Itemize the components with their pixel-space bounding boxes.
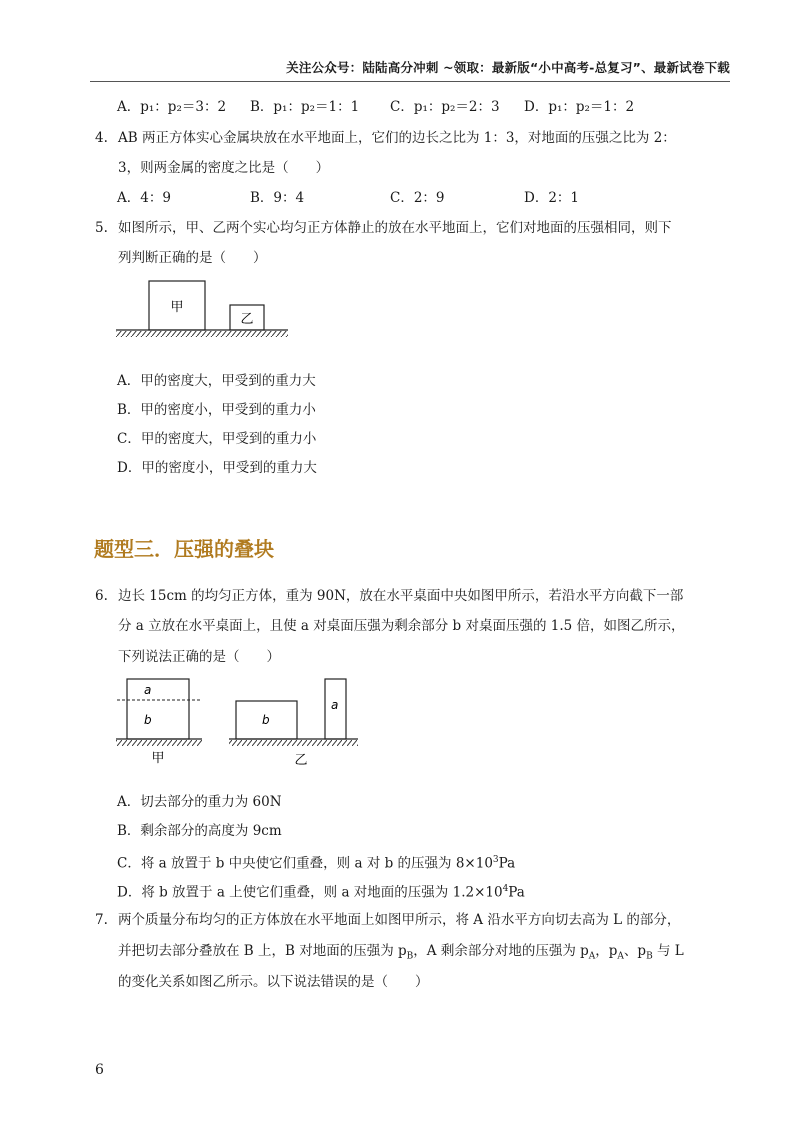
q4-option-b: B．9：4 xyxy=(250,190,305,206)
q7-line2-part: 、p xyxy=(623,943,647,959)
q3-option-d: D．p₁：p₂＝1：2 xyxy=(524,99,635,115)
q5-line1: 如图所示，甲、乙两个实心均匀正方体静止的放在水平地面上，它们对地面的压强相同，则下 xyxy=(118,220,672,236)
q5-option-b: B．甲的密度小，甲受到的重力小 xyxy=(117,402,316,418)
q5-option-a: A．甲的密度大，甲受到的重力大 xyxy=(117,373,316,389)
q5-figure xyxy=(112,276,292,342)
q7-line2 xyxy=(118,941,684,967)
q5-line2: 列判断正确的是（ ） xyxy=(118,250,267,266)
q6-line1: 边长 15cm 的均匀正方体，重为 90N，放在水平桌面中央如图甲所示，若沿水平方向截下一部 xyxy=(118,588,684,604)
q6-option-d-unit: Pa xyxy=(508,884,525,901)
q7-line2-part: 与 L xyxy=(652,943,684,959)
label-b-yi: b xyxy=(262,713,270,727)
ground-hatch-yi xyxy=(229,740,358,746)
q3-option-b: B．p₁：p₂＝1：1 xyxy=(250,99,360,115)
q6-option-c xyxy=(117,850,515,874)
label-jia: 甲 xyxy=(170,300,184,315)
q3-option-a: A．p₁：p₂＝3：2 xyxy=(117,99,227,115)
q7-line2-part: 并把切去部分叠放在 B 上，B 对地面的压强为 p xyxy=(118,943,407,959)
q7-line1: 两个质量分布均匀的正方体放在水平地面上如图甲所示，将 A 沿水平方向切去高为 L 的部分， xyxy=(118,912,681,928)
section-title: 题型三．压强的叠块 xyxy=(94,537,274,561)
q4-number: 4. xyxy=(95,130,108,146)
q4-option-c: C．2：9 xyxy=(390,190,445,206)
q6-option-d-exponent: 4 xyxy=(502,884,509,894)
page-header: 关注公众号：陆陆高分冲刺 ~领取：最新版“小中高考-总复习”、最新试卷下载 xyxy=(286,60,730,75)
q7-number: 7. xyxy=(95,912,108,928)
q6-line2: 分 a 立放在水平桌面上，且使 a 对桌面压强为剩余部分 b 对桌面压强的 1.5 倍，如图乙所示， xyxy=(118,618,685,634)
caption-jia: 甲 xyxy=(151,751,165,766)
q4-line2: 3，则两金属的密度之比是（ ） xyxy=(118,160,330,176)
label-a-yi: a xyxy=(331,698,339,712)
q7-sub-a: A xyxy=(588,951,596,962)
label-a-jia: a xyxy=(144,683,152,697)
q6-option-a: A．切去部分的重力为 60N xyxy=(117,794,282,810)
q6-option-c-exponent: 3 xyxy=(492,855,499,865)
ground-hatch xyxy=(116,331,288,337)
q5-number: 5. xyxy=(95,220,108,236)
q6-option-b: B．剩余部分的高度为 9cm xyxy=(117,823,282,839)
q4-option-d: D．2：1 xyxy=(524,190,580,206)
q6-option-d xyxy=(117,879,525,903)
ground-hatch-jia xyxy=(116,740,202,746)
cube-jia xyxy=(127,679,189,739)
caption-yi: 乙 xyxy=(294,753,308,768)
q6-number: 6. xyxy=(95,588,108,604)
q4-option-a: A．4：9 xyxy=(117,190,171,206)
header-rule xyxy=(90,81,730,82)
label-yi: 乙 xyxy=(240,312,254,327)
q7-line2-part: ，p xyxy=(595,943,618,959)
q6-option-d-text: D．将 b 放置于 a 上使它们重叠，则 a 对地面的压强为 1.2×10 xyxy=(117,884,503,901)
q7-sub-b: B xyxy=(406,951,414,962)
q6-line3: 下列说法正确的是（ ） xyxy=(118,649,280,665)
label-b-jia: b xyxy=(144,713,152,727)
q7-sub-b: B xyxy=(646,951,653,962)
q6-figure xyxy=(112,674,362,770)
q5-option-c: C．甲的密度大，甲受到的重力小 xyxy=(117,431,317,447)
q5-option-d: D．甲的密度小，甲受到的重力大 xyxy=(117,460,317,476)
q6-option-c-unit: Pa xyxy=(498,855,516,872)
q7-line2-part: ，A 剩余部分对地的压强为 p xyxy=(413,943,589,959)
q3-option-c: C．p₁：p₂＝2：3 xyxy=(390,99,500,115)
q7-sub-a: A xyxy=(617,951,624,962)
q4-line1: AB 两正方体实心金属块放在水平地面上，它们的边长之比为 1：3，对地面的压强之比为 2： xyxy=(118,130,676,146)
q7-line3: 的变化关系如图乙所示。以下说法错误的是（ ） xyxy=(118,974,429,990)
page-number: 6 xyxy=(95,1062,104,1078)
q6-option-c-text: C．将 a 放置于 b 中央使它们重叠，则 a 对 b 的压强为 8×10 xyxy=(117,855,493,872)
